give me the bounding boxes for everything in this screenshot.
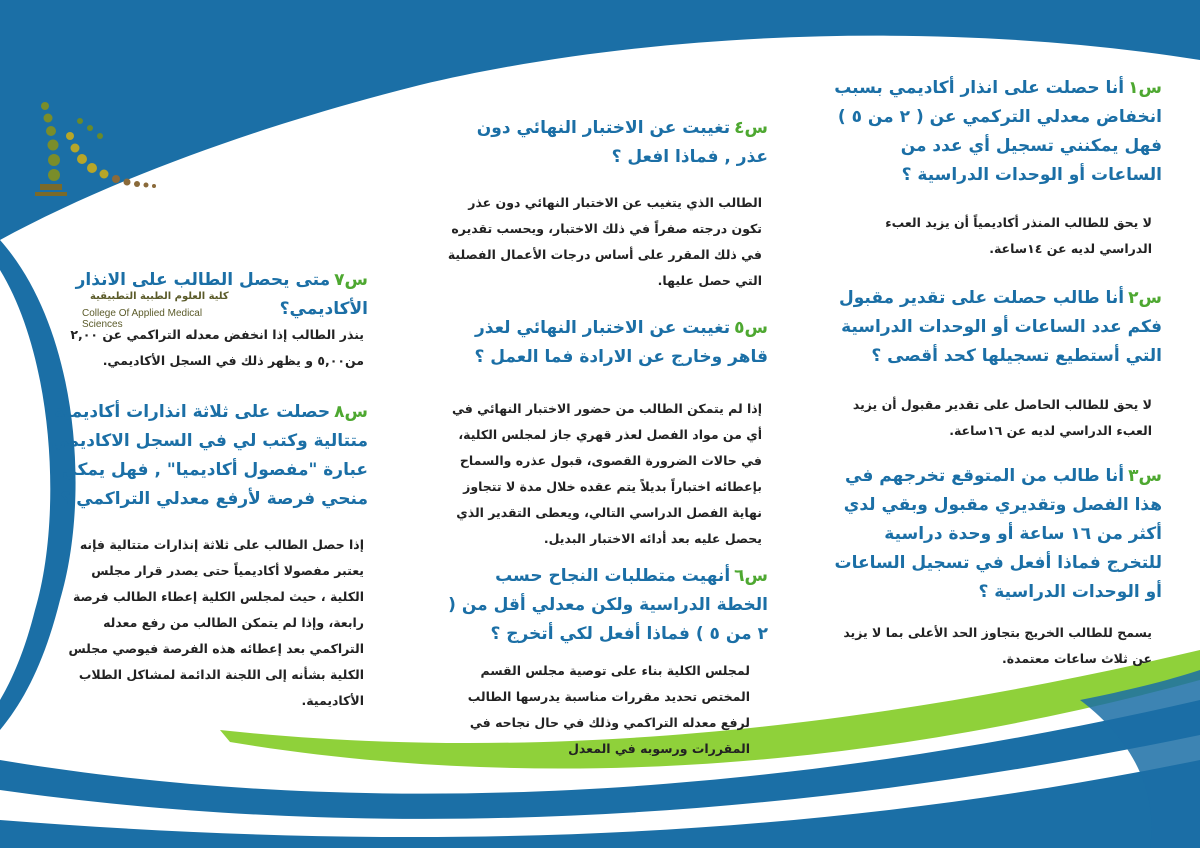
- question-2: [832, 284, 1162, 371]
- question-number: س٣: [1128, 466, 1162, 486]
- answer-4-block: [442, 190, 762, 294]
- question-number: س٦: [734, 566, 768, 586]
- logo-english-name: College Of Applied Medical Sciences: [82, 308, 203, 330]
- answer-2: لا يحق للطالب الحاصل على تقدير مقبول أن يزيد العبء الدراسي لديه عن ١٦ساعة.: [852, 397, 1152, 438]
- faq-item-1: [832, 74, 1162, 190]
- answer-1-block: [832, 210, 1152, 262]
- faq-item-6: [438, 562, 768, 649]
- faq-item-3: [832, 462, 1162, 607]
- question-text: أنا طالب حصلت على تقدير مقبول فكم عدد الساعات أو الوحدات الدراسية التي أستطيع تسجيلها كحد أقصى ؟: [838, 288, 1162, 366]
- question-text: تغيبت عن الاختبار النهائي دون عذر , فماذا افعل ؟: [476, 118, 768, 167]
- answer-4: الطالب الذي يتغيب عن الاختبار النهائي دون عذر تكون درجته صفراً في ذلك الاختبار، ويحسب تقديره في ذلك المقرر على أساس درجات الأعمال الفصلية التي حصل عليها.: [447, 195, 762, 288]
- question-number: س٤: [734, 118, 768, 138]
- question-text: متى يحصل الطالب على الانذار الأكاديمي؟: [75, 270, 368, 319]
- question-8: [23, 398, 368, 514]
- question-number: س١: [1128, 78, 1162, 98]
- question-number: س٨: [334, 402, 368, 422]
- answer-8: إذا حصل الطالب على ثلاثة إنذارات متتالية فإنه يعتبر مفصولا أكاديمياً حتى يصدر قرار مجلس الكلية ، حيث لمجلس الكلية إعطاء الطالب فرصة رابعة، وإذا لم يتمكن الطالب من رفع معدله التراكمي بعد إعطائه هذه الفرصة فيوصي مجلس الكلية بشأنه إلى اللجنة الدائمة لمشاكل الطلاب الأكاديمية.: [68, 537, 364, 708]
- answer-6-block: [440, 658, 750, 762]
- logo-arabic-name: كلية العلوم الطبية التطبيقية: [90, 291, 229, 302]
- question-3: [832, 462, 1162, 607]
- question-text: أنا طالب من المتوقع تخرجهم في هذا الفصل وتقديري مقبول وبقي لدي أكثر من ١٦ ساعة أو وحدة دراسية للتخرج فماذا أفعل في تسجيل الساعات أو الوحدات الدراسية ؟: [834, 466, 1162, 602]
- question-number: س٥: [734, 318, 768, 338]
- question-number: س٢: [1128, 288, 1162, 308]
- question-text: أنهيت متطلبات النجاح حسب الخطة الدراسية ولكن معدلي أقل من ( ٢ من ٥ ) فماذا أفعل لكي أتخرج ؟: [448, 566, 768, 644]
- question-5: [438, 314, 768, 372]
- answer-1: لا يحق للطالب المنذر أكاديمياً أن يزيد العبء الدراسي لديه عن ١٤ساعة.: [885, 215, 1152, 256]
- answer-8-block: [64, 532, 364, 714]
- faq-item-4: [448, 114, 768, 172]
- question-text: تغيبت عن الاختبار النهائي لعذر قاهر وخارج عن الارادة فما العمل ؟: [474, 318, 768, 367]
- logo-dots-graphic: [30, 96, 235, 231]
- question-text: حصلت على ثلاثة انذارات أكاديمية متتالية وكتب لي في السجل الاكاديمي عبارة "مفصول أكاديميا" , فهل يمكن منحي فرصة لأرفع معدلي التراكمي ؟: [51, 402, 368, 509]
- faq-item-7: [23, 266, 368, 324]
- question-number: س٧: [334, 270, 368, 290]
- question-1: [832, 74, 1162, 190]
- question-7: [23, 266, 368, 324]
- answer-2-block: [832, 392, 1152, 444]
- answer-6: لمجلس الكلية بناء على توصية مجلس القسم المختص تحديد مقررات مناسبة يدرسها الطالب لرفع معدله التراكمي وذلك في حال نجاحه في المقررات ورسوبه في المعدل: [467, 663, 750, 756]
- question-text: أنا حصلت على انذار أكاديمي بسبب انخفاض معدلي التركمي عن ( ٢ من ٥ ) فهل يمكنني تسجيل أي عدد من الساعات أو الوحدات الدراسية ؟: [834, 78, 1162, 185]
- faq-item-8: [23, 398, 368, 514]
- question-6: [438, 562, 768, 649]
- faq-item-2: [832, 284, 1162, 371]
- faq-item-5: [438, 314, 768, 372]
- answer-7-block: [34, 322, 364, 374]
- answer-5-block: [442, 396, 762, 552]
- answer-3: يسمح للطالب الخريج بتجاوز الحد الأعلى بما لا يزيد عن ثلاث ساعات معتمدة.: [843, 625, 1152, 666]
- answer-7: ينذر الطالب إذا انخفض معدله التراكمي عن ٢,٠٠ من٥,٠٠ و يظهر ذلك في السجل الأكاديمي.: [70, 327, 364, 368]
- question-4: [448, 114, 768, 172]
- answer-3-block: [832, 620, 1152, 672]
- answer-5: إذا لم يتمكن الطالب من حضور الاختبار النهائي في أي من مواد الفصل لعذر قهري جاز لمجلس الكلية، في حالات الضرورة القصوى، قبول عذره والسماح بإعطائه اختباراً بديلاً يتم عقده خلال مدة لا تتجاوز نهاية الفصل الدراسي التالي، ويعطى التقدير الذي يحصل عليه بعد أدائه الاختبار البديل.: [451, 401, 762, 546]
